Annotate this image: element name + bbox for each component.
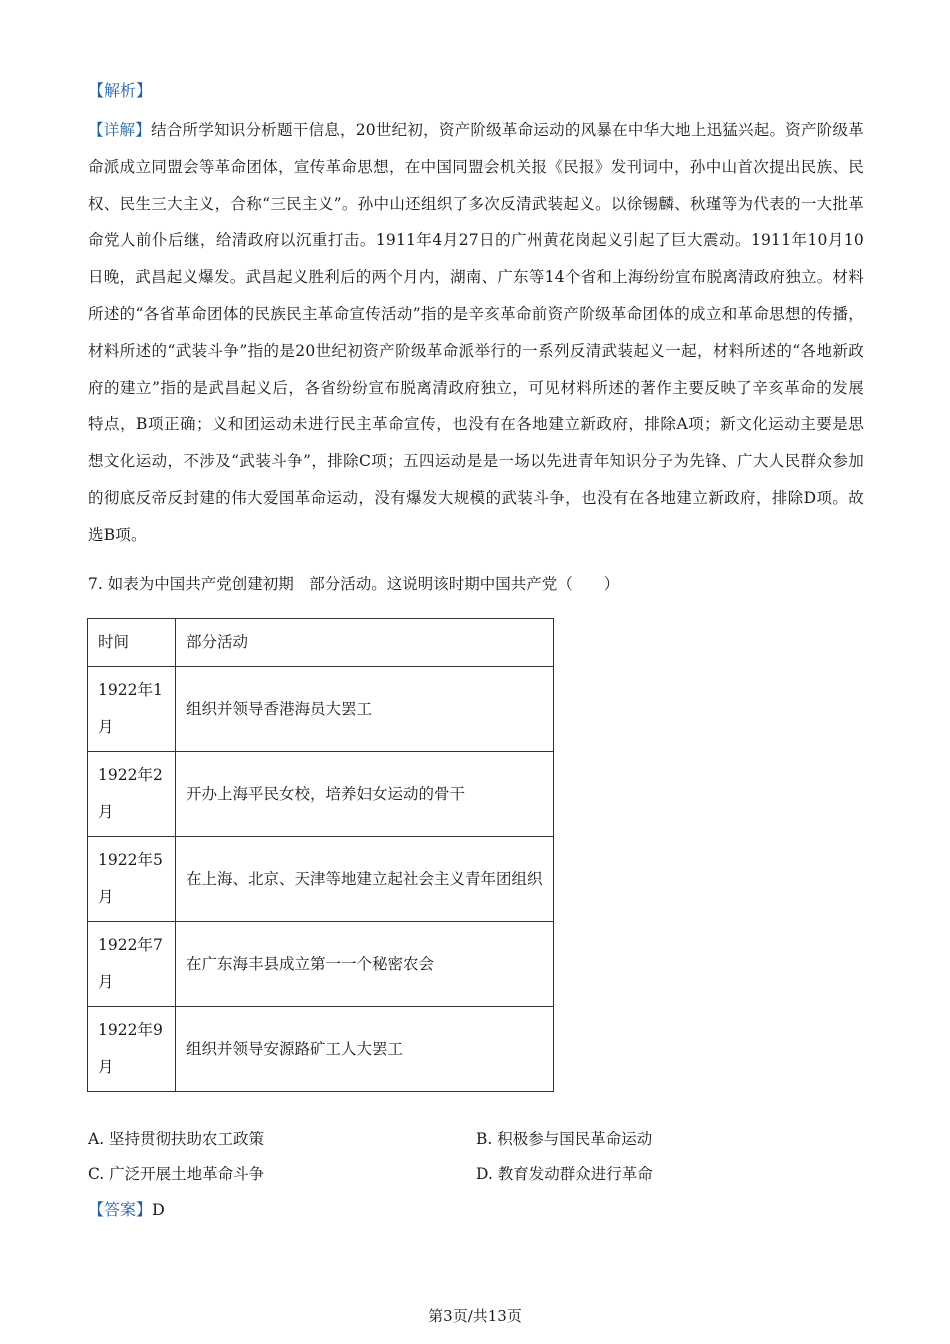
answer-value: D [152,1200,165,1219]
answer-options [88,1127,864,1197]
analysis-detail [88,112,864,554]
option-c: C. 广泛开展土地革命斗争 [88,1165,265,1183]
options-row [88,1162,864,1197]
table-cell-time: 1922年9月 [88,1007,176,1092]
table-row [88,667,554,752]
table-cell-activity: 组织并领导安源路矿工人大罢工 [176,1007,554,1092]
table-header-row [88,619,554,667]
table-cell-time: 1922年5月 [88,837,176,922]
analysis-header [88,80,152,102]
answer-label: 【答案】 [88,1200,153,1219]
option-d: D. 教育发动群众进行革命 [476,1165,653,1183]
question-stem: 7. 如表为中国共产党创建初期 部分活动。这说明该时期中国共产党（ ） [88,575,620,593]
table-row [88,752,554,837]
table-row [88,922,554,1007]
options-row [88,1127,864,1162]
table-row [88,1007,554,1092]
table-cell-activity: 开办上海平民女校，培养妇女运动的骨干 [176,752,554,837]
table-header-time: 时间 [88,619,176,667]
option-a: A. 坚持贯彻扶助农工政策 [88,1130,265,1148]
option-b: B. 积极参与国民革命运动 [476,1130,653,1148]
table-cell-time: 1922年7月 [88,922,176,1007]
page-footer: 第3页/共13页 [428,1307,522,1325]
table-cell-activity: 组织并领导香港海员大罢工 [176,667,554,752]
table-cell-activity: 在广东海丰县成立第一一个秘密农会 [176,922,554,1007]
table-cell-time: 1922年2月 [88,752,176,837]
detail-text: 结合所学知识分析题干信息，20世纪初，资产阶级革命运动的风暴在中华大地上迅猛兴起。资产阶级革命派成立同盟会等革命团体，宣传革命思想，在中国同盟会机关报《民报》发刊词中，孙中山首次提出民族、民权、民生三大主义，合称“三民主义”。孙中山还组织了多次反清武装起义。以徐锡麟、秋瑾等为代表的一大批革命党人前仆后继，给清政府以沉重打击。1911年4月27日的广州黄花岗起义引起了巨大震动。1911年10月10日晚，武昌起义爆发。武昌起义胜利后的两个月内，湖南、广东等14个省和上海纷纷宣布脱离清政府独立。材料所述的“各省革命团体的民族民主革命宣传活动”指的是辛亥革命前资产阶级革命团体的成立和革命思想的传播，材料所述的“武装斗争”指的是20世纪初资产阶级革命派举行的一系列反清武装起义一起，材料所述的“各地新政府的建立”指的是武昌起义后，各省纷纷宣布脱离清政府独立，可见材料所述的著作主要反映了辛亥革命的发展特点，B项正确；义和团运动未进行民主革命宣传，也没有在各地建立新政府，排除A项；新文化运动主要是思想文化运动，不涉及“武装斗争”，排除C项；五四运动是是一场以先进青年知识分子为先锋、广大人民群众参加的彻底反帝反封建的伟大爱国革命运动，没有爆发大规模的武装斗争，也没有在各地建立新政府，排除D项。故选B项。 [88,121,864,544]
table-cell-time: 1922年1月 [88,667,176,752]
activities-table [87,618,554,1092]
detail-label: 【详解】 [88,121,151,139]
table-header-activity: 部分活动 [176,619,554,667]
analysis-label: 【解析】 [88,81,153,100]
answer-line [88,1198,165,1222]
table-row [88,837,554,922]
table-cell-activity: 在上海、北京、天津等地建立起社会主义青年团组织 [176,837,554,922]
